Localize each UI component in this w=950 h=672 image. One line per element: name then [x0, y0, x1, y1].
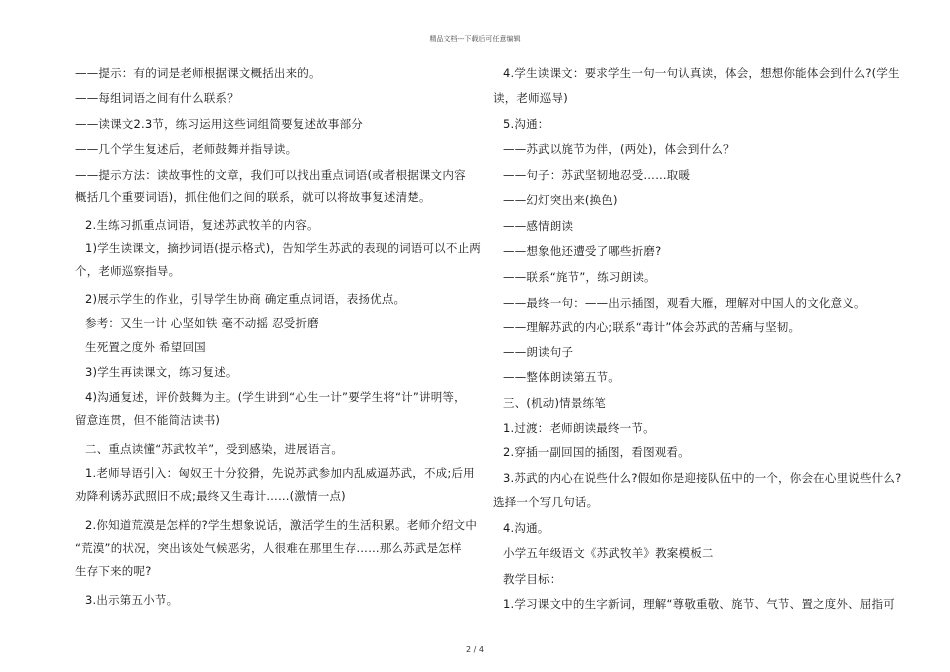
right-text-line: ——整体朗读第五节。 [503, 370, 620, 384]
right-text-line: 教学目标： [503, 572, 562, 586]
left-text-line: 2.你知道荒漠是怎样的?学生想象说话，激活学生的生活积累。老师介绍文中 [85, 518, 478, 532]
left-text-line: 3.出示第五小节。 [85, 593, 179, 607]
left-text-line: 生存下来的呢? [75, 564, 152, 578]
right-text-line: 三、(机动)情景练笔 [503, 396, 606, 410]
left-text-line: 4)沟通复述，评价鼓舞为主。(学生讲到“心生一计”要学生将“计”讲明等， [85, 390, 466, 404]
left-text-line: 劝降利诱苏武照旧不成;最终又生毒计……(激情一点) [75, 489, 346, 503]
right-text-line: ——最终一句：——出示插图，观看大雁，理解对中国人的文化意义。 [503, 296, 866, 310]
right-text-line: 5.沟通： [503, 117, 550, 131]
right-text-line: 4.学生读课文：要求学生一句一句认真读，体会，想想你能体会到什么?(学生 [503, 66, 900, 80]
right-text-line: ——朗读句子 [503, 345, 574, 359]
left-text-line: 概括几个重要词语)，抓住他们之间的联系，就可以将故事复述清楚。 [75, 190, 431, 204]
left-text-line: ——几个学生复述后，老师鼓舞并指导读。 [75, 142, 298, 156]
right-text-line: 4.沟通。 [503, 521, 550, 535]
right-text-line: 读，老师巡导) [493, 91, 568, 105]
right-text-line: ——感情朗读 [503, 219, 574, 233]
left-text-line: 留意连贯，但不能简洁读书) [75, 413, 221, 427]
right-text-line: 选择一个写几句话。 [493, 495, 599, 509]
right-text-line: 2.穿插一副回国的插图，看图观看。 [503, 445, 690, 459]
left-text-line: 二、重点读懂“苏武牧羊”，受到感染，进展语言。 [85, 442, 344, 456]
right-text-line: ——想象他还遭受了哪些折磨? [503, 244, 662, 258]
right-text-line: ——联系“旄节”，练习朗读。 [503, 270, 656, 284]
left-text-line: ——提示：有的词是老师根据课文概括出来的。 [75, 66, 321, 80]
left-text-line: 3)学生再读课文，练习复述。 [85, 365, 238, 379]
right-text-line: 1.过渡：老师朗读最终一节。 [503, 421, 655, 435]
right-text-line: ——幻灯突出来(换色) [503, 193, 618, 207]
right-text-line: ——理解苏武的内心;联系“毒计”体会苏武的苦痛与坚韧。 [503, 320, 801, 334]
left-text-line: 2.生练习抓重点词语，复述苏武牧羊的内容。 [85, 218, 319, 232]
right-text-line: 1.学习课文中的生字新词，理解“尊敬重敬、旄节、气节、置之度外、屈指可 [503, 597, 895, 611]
left-text-line: 1)学生读课文，摘抄词语(提示格式)，告知学生苏武的表现的词语可以不止两 [85, 241, 481, 255]
left-text-line: 个，老师巡察指导。 [75, 264, 181, 278]
left-text-line: 1.老师导语引入：匈奴王十分狡猾，先说苏武参加内乱威逼苏武，不成;后用 [85, 466, 475, 480]
right-text-line: 小学五年级语文《苏武牧羊》教案模板二 [503, 546, 714, 560]
left-text-line: 参考：又生一计 心坚如铁 毫不动摇 忍受折磨 [85, 316, 319, 330]
page-header: 精品文档---下载后可任意编辑 [429, 35, 521, 43]
page-number: 2 / 4 [466, 645, 484, 654]
left-text-line: ——读课文2.3节，练习运用这些词组简要复述故事部分 [75, 117, 363, 131]
left-text-line: ——每组词语之间有什么联系？ [75, 91, 239, 105]
left-text-line: 生死置之度外 希望回国 [85, 340, 206, 354]
left-text-line: 2)展示学生的作业，引导学生协商 确定重点词语，表扬优点。 [85, 292, 406, 306]
left-text-line: “荒漠”的状况，突出该处气候恶劣，人很难在那里生存……那么苏武是怎样 [75, 541, 462, 555]
right-text-line: ——苏武以旄节为伴，(两处)，体会到什么？ [503, 142, 735, 156]
right-text-line: 3.苏武的内心在说些什么?假如你是迎接队伍中的一个，你会在心里说些什么? [503, 471, 902, 485]
right-text-line: ——句子：苏武坚韧地忍受……取暖 [503, 168, 691, 182]
left-text-line: ——提示方法：读故事性的文章，我们可以找出重点词语(或者根据课文内容 [75, 168, 466, 182]
